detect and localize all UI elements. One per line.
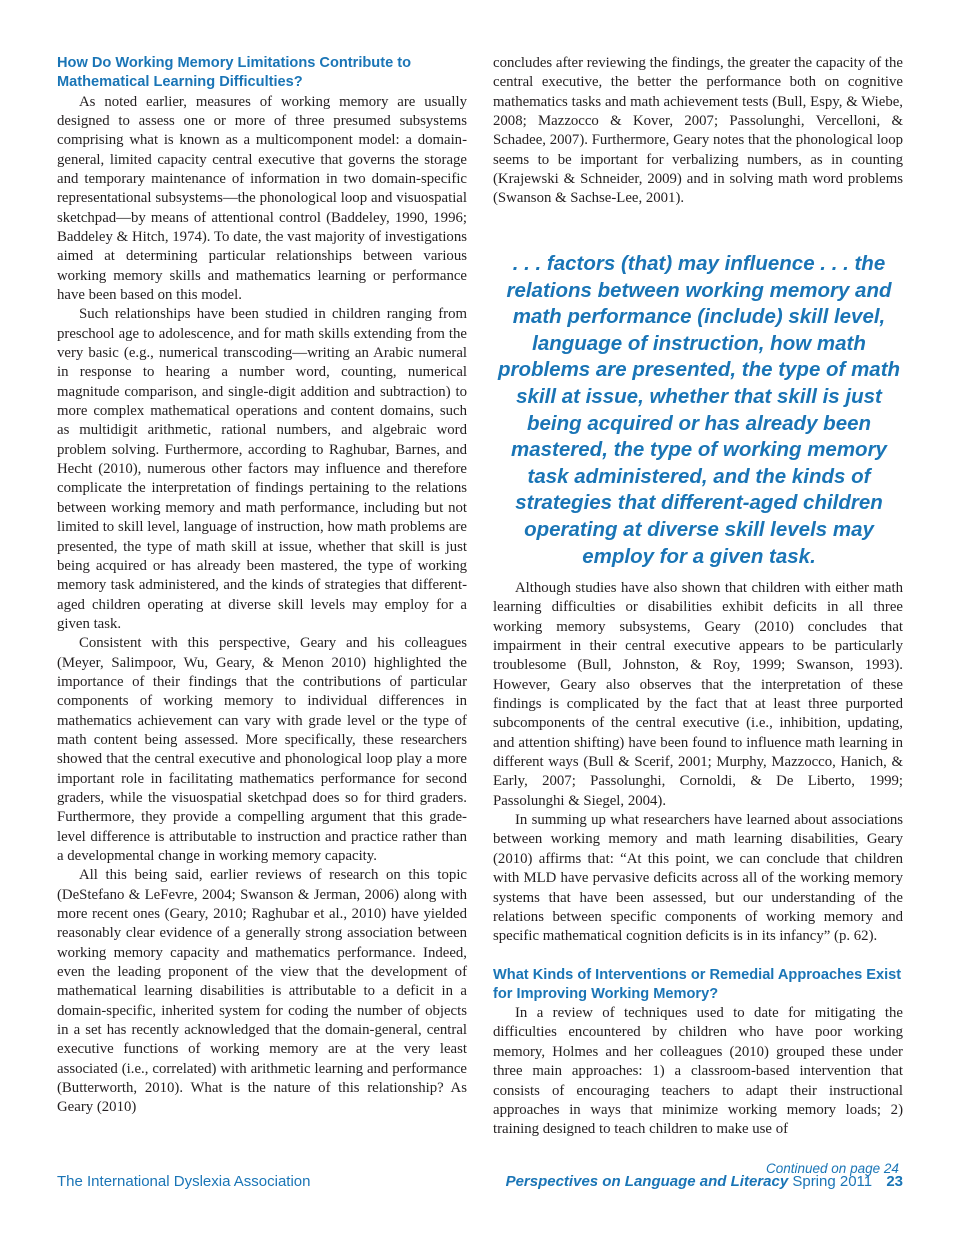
left-column — [57, 54, 467, 1118]
continued-link: Continued on page 24 — [766, 1161, 899, 1176]
issue-date: Spring 2011 — [792, 1173, 873, 1190]
section-heading-interventions: What Kinds of Interventions or Remedial Approaches Exist for Improving Working Memory? — [493, 966, 902, 1002]
journal-title: Perspectives on Language and Literacy — [505, 1173, 789, 1190]
paragraph: As noted earlier, measures of working memory are usually designed to assess one or more of three presumed subsystems comprising what is known as a multicomponent model: a domain-general, limited capacity central executive that governs the storage and temporary maintenance of information in two domain-specific representational subsystems—the phonological loop and visuospatial sketchpad—by means of attentional control (Baddeley, 1990, 1996; Baddeley & Hitch, 1974). To date, the vast majority of investigations aimed at determining particular relationships between various working memory skills and mathematics learning or performance have been based on this model. — [57, 93, 467, 304]
paragraph: In summing up what researchers have learned about associations between working memory and math learning disabilities, Geary (2010) affirms that: “At this point, we can conclude that children with MLD have pervasive deficits across all of the working memory systems that have been assessed, but our understanding of the relations between specific components of working memory and specific mathematical cognition deficits is in its infancy” (p. 62). — [493, 812, 903, 945]
right-column-bottom — [493, 579, 903, 1140]
paragraph: concludes after reviewing the findings, the greater the capacity of the central executive, the better the performance both on cognitive mathematics tasks and math achievement tests (Bull, Espy, & Wiebe, 2008; Mazzocco & Kover, 2007; Passolunghi, Vercelloni, & Schadee, 2007). Furthermore, Geary notes that the phonological loop seems to be important for verbalizing numbers, as in counting (Krajewski & Schneider, 2009) and in solving math word problems (Swanson & Sachse-Lee, 2001). — [493, 55, 903, 207]
paragraph: Although studies have also shown that children with either math learning difficulties or disabilities exhibit deficits in all three working memory subsystems, Geary (2010) concludes that impairment in their central executive appears to be particularly troublesome (Bull, Johnston, & Roy, 1999; Swanson, 1993). However, Geary also observes that the interpretation of these findings is complicated by the fact that at least three purported subcomponents of the central executive (i.e., inhibition, updating, and attention shifting) have been found to influence math learning in different ways (Bull & Scerif, 2001; Murphy, Mazzocco, Hanich, & Early, 2007; Passolunghi, Cornoldi, & De Liberto, 1999; Passolunghi & Siegel, 2004). — [493, 580, 903, 809]
paragraph: Such relationships have been studied in children ranging from preschool age to adolescence, and for math skills extending from the very basic (e.g., numerical transcoding—writing an Arabic numeral in response to hearing a number word, counting, numerical magnitude comparison, and single-digit addition and subtraction) to more complex mathematical operations and content domains, such as multidigit arithmetic, rational numbers, and algebraic word problem solving. Furthermore, according to Raghubar, Barnes, and Hecht (2010), numerous other factors may influence and therefore complicate the interpretation of findings pertaining to the relations between working memory and math performance, including but not limited to skill level, language of instruction, how math problems are presented, the type of math skill at issue, whether that skill is just being acquired or has already been mastered, the type of working memory task administered, and the kinds of strategies that different-aged children operating at diverse skill levels may employ for a given task. — [57, 306, 467, 632]
footer-organization: The International Dyslexia Association — [57, 1173, 311, 1190]
paragraph: In a review of techniques used to date for mitigating the difficulties encountered by children who have poor working memory, Holmes and her colleagues (2010) grouped these under three main approaches: 1) a classroom-based intervention that consists of encouraging teachers to adapt their instructional approaches in ways that minimize working memory loads; 2) training designed to teach children to make use of — [493, 1005, 903, 1138]
paragraph: All this being said, earlier reviews of research on this topic (DeStefano & LeFevre, 2004; Swanson & Jerman, 2006) along with more recent ones (Geary, 2010; Raghubar et al., 2010) have yielded reasonably clear evidence of a generally strong association between working memory capacity and mathematics performance. Indeed, even the leading proponent of the view that the development of mathematical learning disabilities is attributable to a deficit in a domain-specific, inherited system for coding the number of objects in a set has recently acknowledged that the domain-general, central executive functions of working memory are at the very least associated (i.e., correlated) with arithmetic learning and performance (Butterworth, 2010). What is the nature of this relationship? As Geary (2010) — [57, 867, 467, 1116]
paragraph: Consistent with this perspective, Geary and his colleagues (Meyer, Salimpoor, Wu, Geary, & Menon 2010) highlighted the importance of their findings that the contributions of particular components of working memory to individual differences in mathematics achievement can vary with grade level or the type of math content being assessed. More specifically, these researchers showed that the central executive and phonological loop play a more important role in facilitating mathematics performance for second graders, while the visuospatial sketchpad does so for third graders. Furthermore, they provide a compelling argument that this grade-level difference is attributable to instruction and practice rather than a developmental change in working memory capacity. — [57, 635, 467, 864]
right-column-top — [493, 54, 903, 209]
section-heading-working-memory-limitations: How Do Working Memory Limitations Contribute to Mathematical Learning Difficulties? — [57, 55, 412, 91]
page-number: 23 — [886, 1173, 903, 1190]
pull-quote: . . . factors (that) may influence . . . the relations between working memory and math performance (include) skill level, language of instruction, how math problems are presented, the type of math skill at issue, whether that skill is just being acquired or has already been mastered, the type of working memory task administered, and the kinds of strategies that different-aged children operating at diverse skill levels may employ for a given task. — [497, 252, 901, 568]
footer-journal — [506, 1173, 903, 1190]
